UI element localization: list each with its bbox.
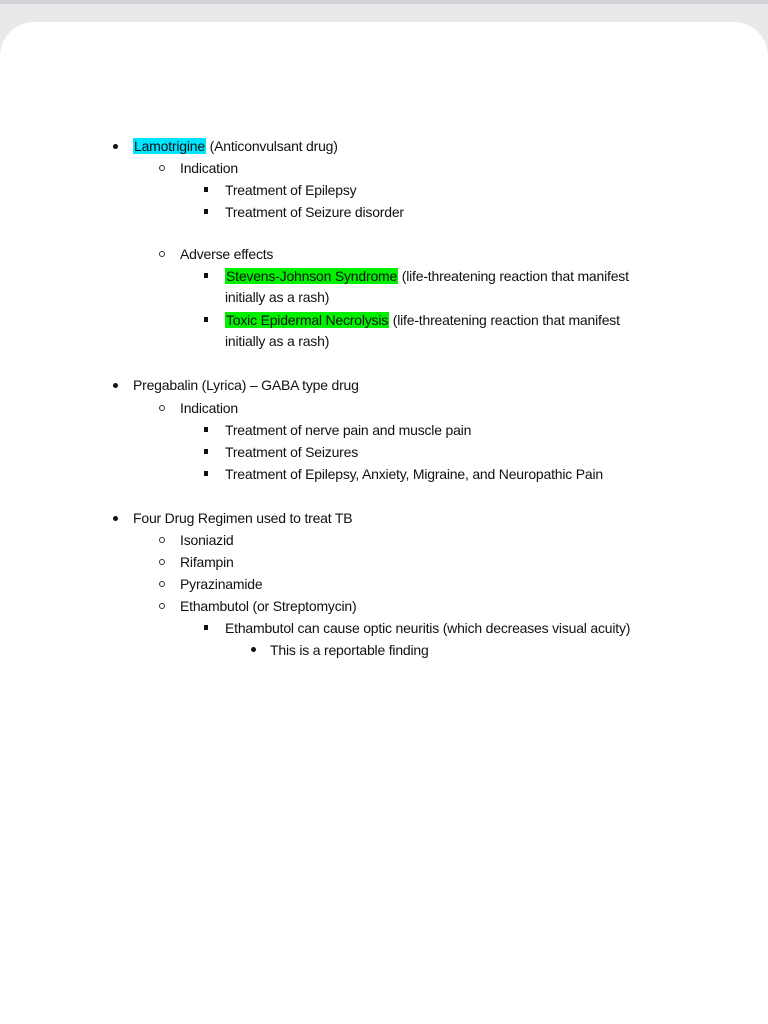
highlighted-term: Lamotrigine [134,138,205,154]
document-page [0,22,768,1024]
list-item-drug: Isoniazid [180,532,234,548]
list-item-drug: Ethambutol (or Streptomycin) [180,598,357,614]
section-heading-tb-regimen: Four Drug Regimen used to treat TB [133,510,353,526]
list-item: Treatment of Epilepsy, Anxiety, Migraine, and Neuropathic Pain [225,466,603,482]
highlighted-term: Toxic Epidermal Necrolysis [226,312,389,328]
bullet-square-icon [204,427,208,432]
bullet-circle-icon [159,251,165,257]
list-item [225,311,620,329]
bullet-disc-icon [113,516,118,521]
highlighted-term: Stevens-Johnson Syndrome [226,268,398,284]
bullet-square-icon [204,625,208,630]
bullet-disc-icon [251,647,256,652]
bullet-circle-icon [159,165,165,171]
list-item-continuation: initially as a rash) [225,333,330,349]
list-item-continuation: initially as a rash) [225,289,330,305]
list-item [225,267,629,285]
list-item: Treatment of nerve pain and muscle pain [225,422,472,438]
bullet-circle-icon [159,581,165,587]
bullet-circle-icon [159,559,165,565]
bullet-square-icon [204,317,208,322]
bullet-square-icon [204,449,208,454]
list-item: Treatment of Seizures [225,444,359,460]
list-item-subnote: This is a reportable finding [270,642,429,658]
bullet-circle-icon [159,405,165,411]
group-label: Indication [180,160,238,176]
window-top-bar [0,0,768,4]
group-label: Adverse effects [180,246,274,262]
bullet-circle-icon [159,537,165,543]
section-heading-pregabalin: Pregabalin (Lyrica) – GABA type drug [133,377,359,393]
document-body [0,22,768,1024]
bullet-square-icon [204,273,208,278]
item-text: (life-threatening reaction that manifest [398,268,629,284]
bullet-circle-icon [159,603,165,609]
bullet-square-icon [204,187,208,192]
section-heading-lamotrigine [133,137,338,155]
list-item-note: Ethambutol can cause optic neuritis (which decreases visual acuity) [225,620,631,636]
item-text: (life-threatening reaction that manifest [389,312,620,328]
list-item-drug: Pyrazinamide [180,576,263,592]
heading-text: (Anticonvulsant drug) [205,138,338,154]
list-item: Treatment of Epilepsy [225,182,357,198]
bullet-square-icon [204,471,208,476]
list-item: Treatment of Seizure disorder [225,204,404,220]
bullet-square-icon [204,209,208,214]
list-item-drug: Rifampin [180,554,234,570]
group-label: Indication [180,400,238,416]
bullet-disc-icon [113,144,118,149]
bullet-disc-icon [113,383,118,388]
